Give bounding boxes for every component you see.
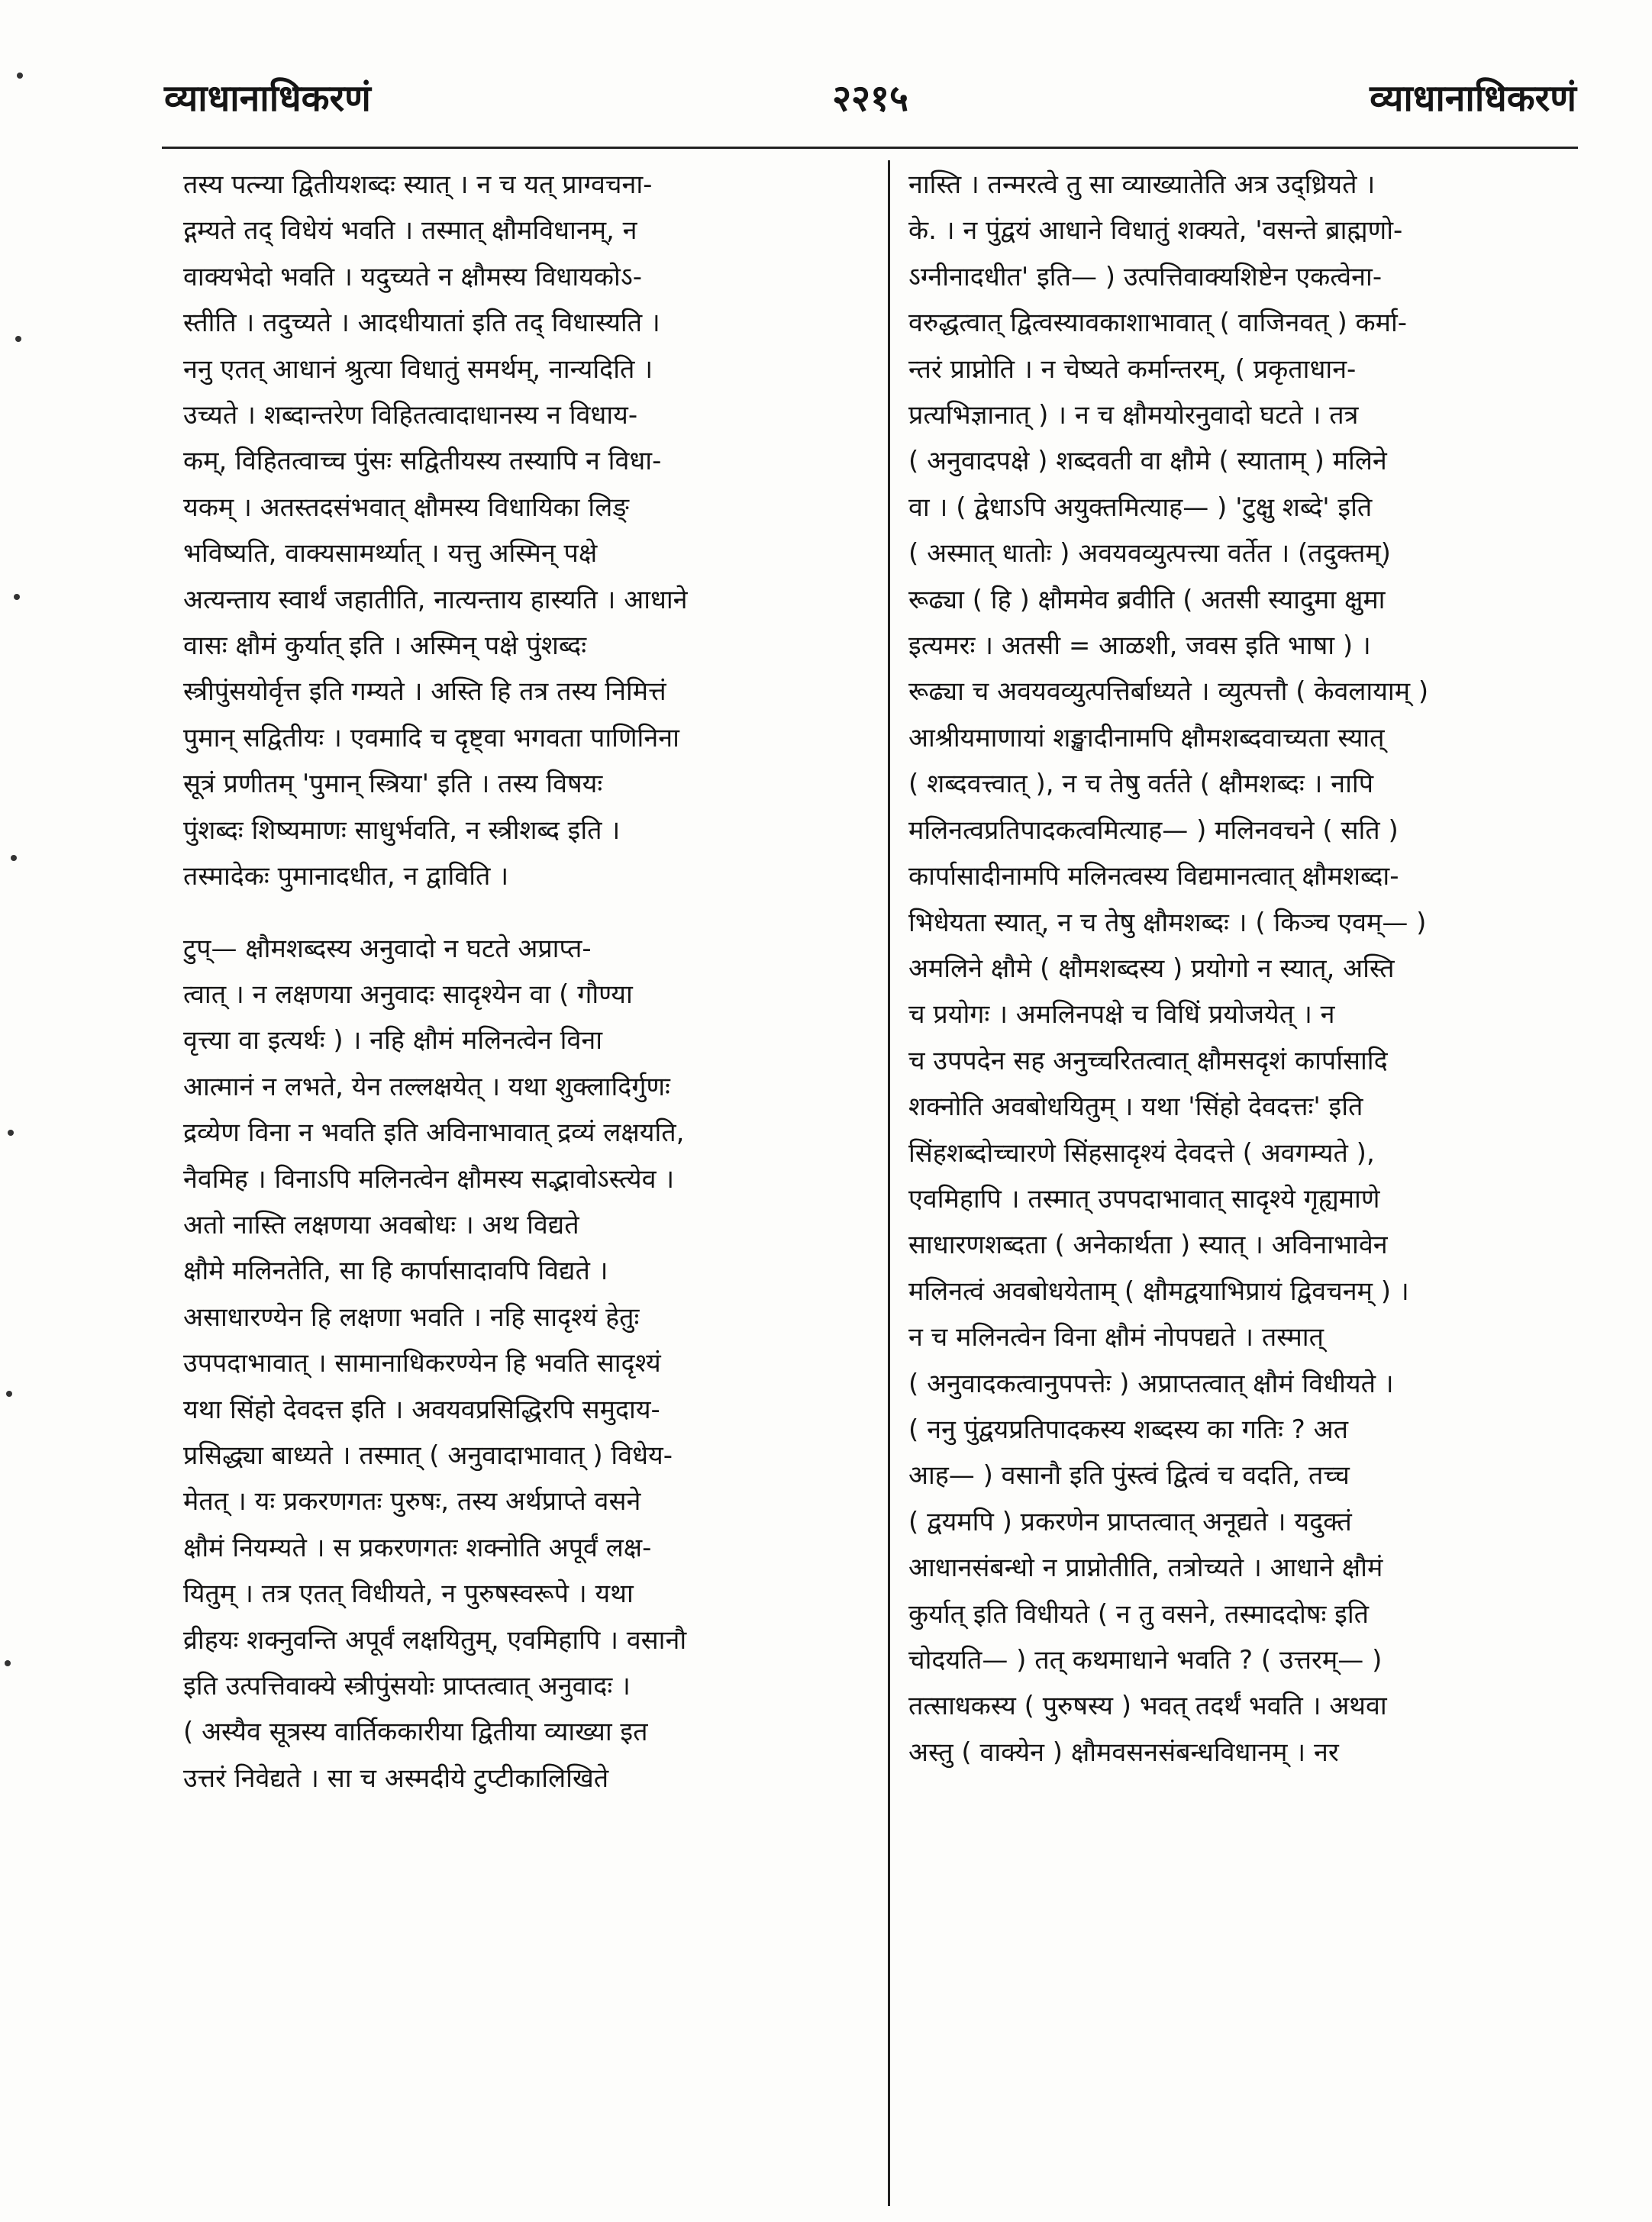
- text-line: असाधारण्येन हि लक्षणा भवति । नहि सादृश्यं हेतुः: [183, 1301, 640, 1333]
- text-line: उच्यते । शब्दान्तरेण विहितत्वादाधानस्य न विधाय-: [183, 400, 638, 431]
- text-line: मेतत् । यः प्रकरणगतः पुरुषः, तस्य अर्थप्राप्ते वसने: [183, 1486, 641, 1517]
- text-line: न च मलिनत्वेन विना क्षौमं नोपपद्यते । तस्मात्: [908, 1322, 1324, 1353]
- text-line: ननु एतत् आधानं श्रुत्या विधातुं समर्थम्, नान्यदिति ।: [183, 353, 653, 385]
- margin-mark: [17, 73, 23, 79]
- text-line: रूढ्या च अवयवव्युत्पत्तिर्बाध्यते । व्युत्पत्तौ ( केवलायाम् ): [908, 676, 1429, 708]
- margin-mark: [6, 1391, 12, 1397]
- text-line: त्वात् । न लक्षणया अनुवादः सादृश्येन वा ( गौण्या: [183, 979, 633, 1010]
- text-line: नैवमिह । विनाऽपि मलिनत्वेन क्षौमस्य सद्भावोऽस्त्येव ।: [183, 1163, 675, 1195]
- text-line: अत्यन्ताय स्वार्थं जहातीति, नात्यन्ताय हास्यति । आधाने: [183, 584, 688, 615]
- text-line: इति उत्पत्तिवाक्ये स्त्रीपुंसयोः प्राप्तत्वात् अनुवादः ।: [183, 1671, 631, 1701]
- text-line: अतो नास्ति लक्षणया अवबोधः । अथ विद्यते: [183, 1209, 579, 1240]
- text-line: यकम् । अतस्तदसंभवात् क्षौमस्य विधायिका लिङ्: [183, 492, 629, 523]
- text-line: सूत्रं प्रणीतम् 'पुमान् स्त्रिया' इति । तस्य विषयः: [183, 769, 603, 800]
- text-line: अस्तु ( वाक्येन ) क्षौमवसनसंबन्धविधानम् । नर: [908, 1737, 1339, 1768]
- text-line: प्रत्यभिज्ञानात् ) । न च क्षौमयोरनुवादो घटते । तत्र: [908, 400, 1359, 431]
- text-line: आह— ) वसानौ इति पुंस्त्वं द्वित्वं च वदति, तच्च: [908, 1460, 1350, 1492]
- page-number: २२१५: [832, 77, 908, 120]
- text-line: ( अनुवादकत्वानुपपत्तेः ) अप्राप्तत्वात् क्षौमं विधीयते ।: [908, 1368, 1394, 1399]
- text-line: उपपदाभावात् । सामानाधिकरण्येन हि भवति सादृश्यं: [183, 1348, 661, 1379]
- text-line: भिधेयता स्यात्, न च तेषु क्षौमशब्दः । ( किञ्च एवम्— ): [908, 907, 1427, 938]
- text-line: पुमान् सद्वितीयः । एवमादि च दृष्ट्वा भगवता पाणिनिना: [183, 722, 679, 753]
- text-line: रूढ्या ( हि ) क्षौममेव ब्रवीति ( अतसी स्यादुमा क्षुमा: [908, 584, 1386, 615]
- text-line: ( शब्दवत्त्वात् ), न च तेषु वर्तते ( क्षौमशब्दः । नापि: [908, 769, 1374, 800]
- margin-mark: [14, 594, 20, 600]
- paragraph-gap: [183, 900, 866, 926]
- text-line: कम्, विहितत्वाच्च पुंसः सद्वितीयस्य तस्यापि न विधा-: [183, 446, 662, 477]
- text-line: वरुद्धत्वात् द्वित्वस्यावकाशाभावात् ( वाजिनवत् ) कर्मा-: [908, 308, 1408, 339]
- text-line: यथा सिंहो देवदत्त इति । अवयवप्रसिद्धिरपि समुदाय-: [183, 1394, 660, 1425]
- text-line: क्षौमे मलिनतेति, सा हि कार्पासादावपि विद्यते ।: [183, 1256, 608, 1287]
- margin-mark: [11, 855, 17, 861]
- text-line: मलिनत्वं अवबोधयेताम् ( क्षौमद्वयाभिप्रायं द्विवचनम् ) ।: [908, 1275, 1409, 1307]
- text-line: मलिनत्वप्रतिपादकत्वमित्याह— ) मलिनवचने ( सति ): [908, 814, 1399, 846]
- text-line: उत्तरं निवेद्यते । सा च अस्मदीये टुप्टीकालिखिते: [183, 1762, 609, 1794]
- text-line: तत्साधकस्य ( पुरुषस्य ) भवत् तदर्थं भवति । अथवा: [908, 1691, 1387, 1722]
- right-column: [908, 162, 1592, 1775]
- running-head-right: व्याधानाधिकरणं: [1370, 77, 1576, 120]
- text-line: सिंहशब्दोच्चारणे सिंहसादृश्यं देवदत्ते ( अवगम्यते ),: [908, 1137, 1375, 1169]
- text-line: इत्यमरः । अतसी = आळशी, जवस इति भाषा ) ।: [908, 630, 1371, 662]
- column-divider: [888, 160, 890, 2206]
- text-line: स्तीति । तदुच्यते । आदधीयातां इति तद् विधास्यति ।: [183, 308, 660, 339]
- text-line: ( द्वयमपि ) प्रकरणेन प्राप्तत्वात् अनूद्यते । यदुक्तं: [908, 1506, 1352, 1537]
- text-line: व्रीहयः शक्नुवन्ति अपूर्वं लक्षयितुम्, एवमिहापि । वसानौ: [183, 1624, 687, 1656]
- text-line: ( अनुवादपक्षे ) शब्दवती वा क्षौमे ( स्याताम् ) मलिने: [908, 446, 1387, 477]
- text-line: वासः क्षौमं कुर्यात् इति । अस्मिन् पक्षे पुंशब्दः: [183, 630, 587, 662]
- text-line: टुप्— क्षौमशब्दस्य अनुवादो न घटते अप्राप्त-: [183, 933, 592, 964]
- text-line: ( अस्मात् धातोः ) अवयवव्युत्पत्त्या वर्तेत । (तदुक्तम्): [908, 538, 1391, 569]
- text-line: द्रव्येण विना न भवति इति अविनाभावात् द्रव्यं लक्षयति,: [183, 1117, 685, 1149]
- text-line: यितुम् । तत्र एतत् विधीयते, न पुरुषस्वरूपे । यथा: [183, 1579, 634, 1610]
- margin-mark: [15, 336, 21, 342]
- margin-mark: [5, 1660, 11, 1666]
- text-line: वा । ( द्वेधाऽपि अयुक्तमित्याह— ) 'टुक्षु शब्दे' इति: [908, 492, 1373, 523]
- text-line: द्गम्यते तद् विधेयं भवति । तस्मात् क्षौमविधानम्, न: [183, 215, 637, 247]
- text-line: पुंशब्दः शिष्यमाणः साधुर्भवति, न स्त्रीशब्द इति ।: [183, 814, 621, 846]
- left-column: [183, 162, 866, 1801]
- text-line: चोदयति— ) तत् कथमाधाने भवति ? ( उत्तरम्— ): [908, 1645, 1383, 1675]
- text-line: ऽग्नीनादधीत' इति— ) उत्पत्तिवाक्यशिष्टेन एकत्वेना-: [908, 261, 1383, 292]
- text-line: ( अस्यैव सूत्रस्य वार्तिककारीया द्वितीया व्याख्या इत: [183, 1717, 648, 1748]
- text-line: भविष्यति, वाक्यसामर्थ्यात् । यत्तु अस्मिन् पक्षे: [183, 538, 598, 569]
- text-line: कार्पासादीनामपि मलिनत्वस्य विद्यमानत्वात् क्षौमशब्दा-: [908, 861, 1399, 892]
- text-line: कुर्यात् इति विधीयते ( न तु वसने, तस्माददोषः इति: [908, 1598, 1370, 1630]
- margin-mark: [8, 1130, 14, 1136]
- text-line: वाक्यभेदो भवति । यदुच्यते न क्षौमस्य विधायकोऽ-: [183, 261, 642, 292]
- text-line: के. । न पुंद्वयं आधाने विधातुं शक्यते, 'वसन्ते ब्राह्मणो-: [908, 215, 1403, 247]
- text-line: तस्मादेकः पुमानादधीत, न द्वाविति ।: [183, 861, 509, 892]
- text-line: तस्य पत्न्या द्वितीयशब्दः स्यात् । न च यत् प्राग्वचना-: [183, 169, 653, 200]
- text-line: आत्मानं न लभते, येन तल्लक्षयेत् । यथा शुक्लादिर्गुणः: [183, 1071, 670, 1102]
- text-line: आश्रीयमाणायां शङ्खादीनामपि क्षौमशब्दवाच्यता स्यात्: [908, 722, 1385, 753]
- text-line: स्त्रीपुंसयोर्वृत्त इति गम्यते । अस्ति हि तत्र तस्य निमित्तं: [183, 676, 666, 708]
- running-head-left: व्याधानाधिकरणं: [164, 77, 371, 120]
- text-line: आधानसंबन्धो न प्राप्नोतीति, तत्रोच्यते । आधाने क्षौमं: [908, 1553, 1383, 1584]
- text-line: न्तरं प्राप्नोति । न चेष्यते कर्मान्तरम्, ( प्रकृताधान-: [908, 353, 1357, 385]
- text-line: प्रसिद्ध्या बाध्यते । तस्मात् ( अनुवादाभावात् ) विधेय-: [183, 1440, 673, 1471]
- text-line: साधारणशब्दता ( अनेकार्थता ) स्यात् । अविनाभावेन: [908, 1230, 1388, 1261]
- text-line: च प्रयोगः । अमलिनपक्षे च विधिं प्रयोजयेत् । न: [908, 999, 1335, 1030]
- text-line: क्षौमं नियम्यते । स प्रकरणगतः शक्नोति अपूर्वं लक्ष-: [183, 1532, 652, 1563]
- text-line: एवमिहापि । तस्मात् उपपदाभावात् सादृश्ये गृह्यमाणे: [908, 1183, 1380, 1214]
- text-line: ( ननु पुंद्वयप्रतिपादकस्य शब्दस्य का गतिः ? अत: [908, 1414, 1348, 1445]
- text-line: अमलिने क्षौमे ( क्षौमशब्दस्य ) प्रयोगो न स्यात्, अस्ति: [908, 953, 1395, 984]
- header-rule: [162, 147, 1578, 149]
- page-header: [164, 73, 1576, 141]
- text-line: च उपपदेन सह अनुच्चरितत्वात् क्षौमसदृशं कार्पासादि: [908, 1045, 1388, 1076]
- text-line: नास्ति । तन्मरत्वे तु सा व्याख्यातेति अत्र उद्‌ध्रियते ।: [908, 169, 1376, 200]
- text-line: वृत्त्या वा इत्यर्थः ) । नहि क्षौमं मलिनत्वेन विना: [183, 1025, 603, 1056]
- text-line: शक्नोति अवबोधयितुम् । यथा 'सिंहो देवदत्तः' इति: [908, 1092, 1363, 1123]
